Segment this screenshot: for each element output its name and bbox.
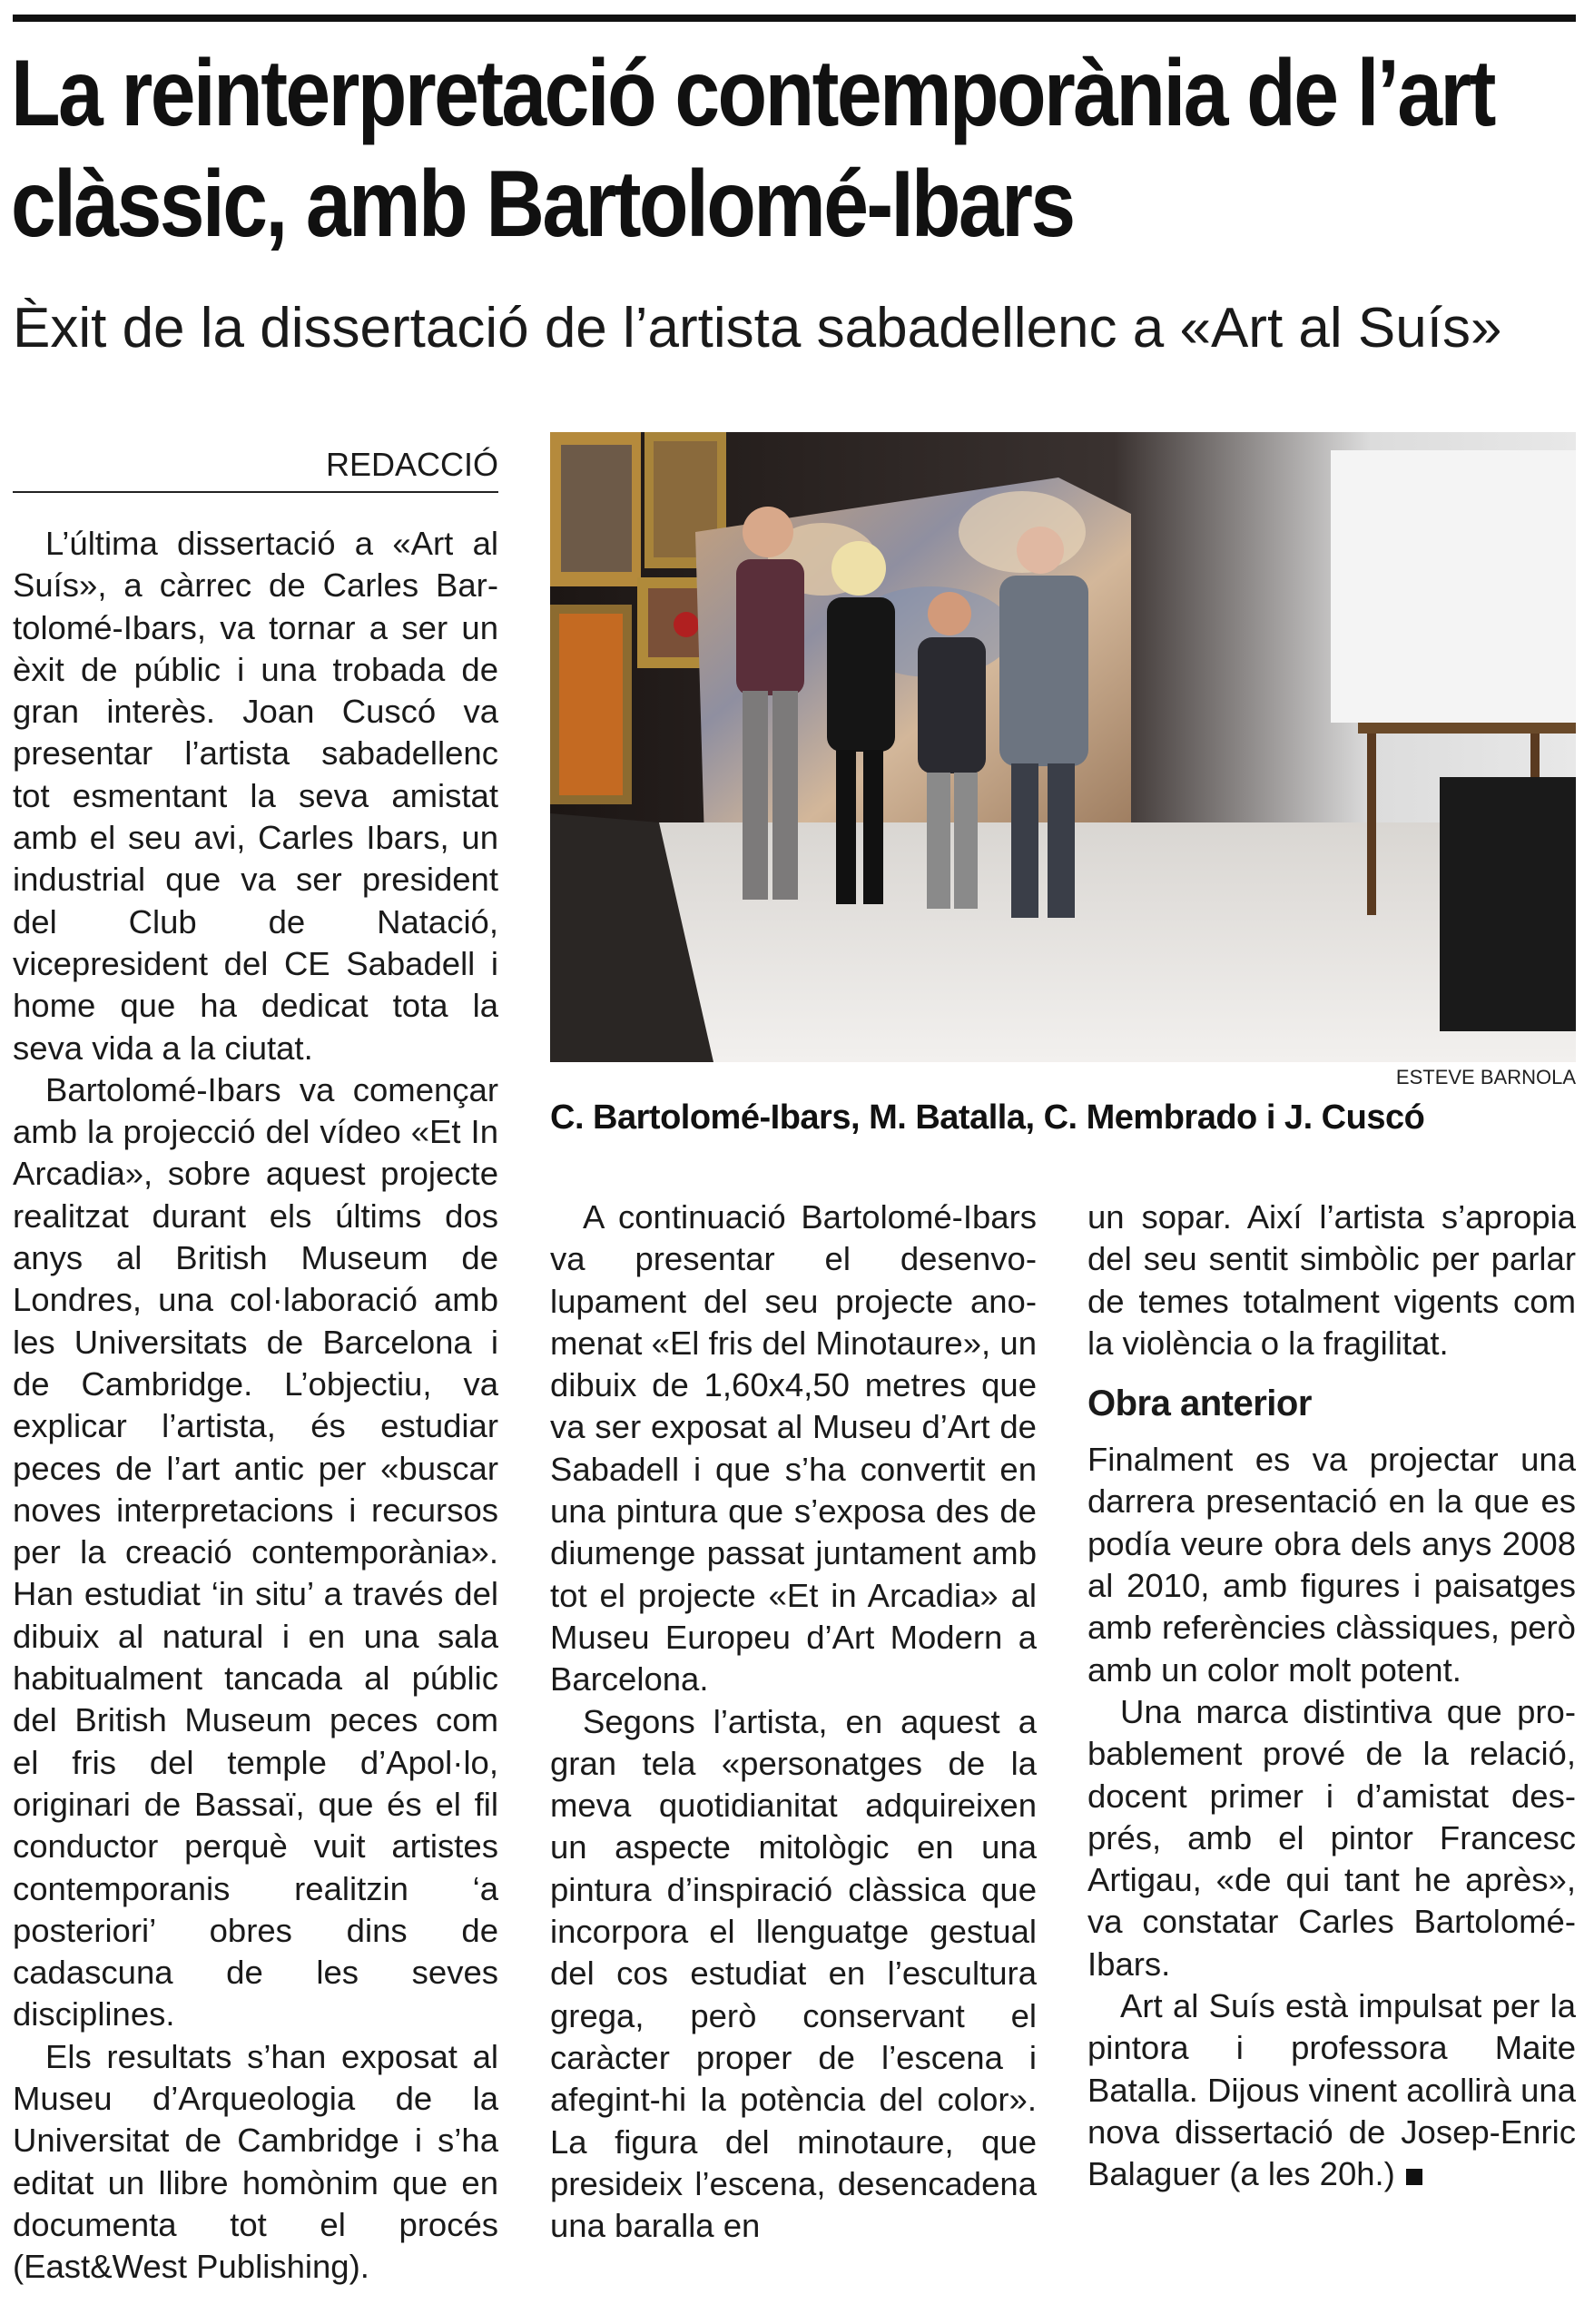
subheadline: Èxit de la dissertació de l’artista sabadellenc a «Art al Suís»: [13, 297, 1502, 359]
paragraph-text: Art al Suís està impulsat per la pintora i professora Maite Batalla. Dijous vinent acollirà una nova dissertació de Josep-Enric Balaguer (a les 20h.): [1087, 1987, 1576, 2193]
paragraph: Els resultats s’han exposat al Museu d’Arqueologia de la Universitat de Cambridge i s’ha editat un llibre homònim que en documenta tot el procés (East&West Publishing).: [13, 2037, 498, 2286]
column-1: [13, 523, 498, 2288]
photo-credit: ESTEVE BARNOLA: [1395, 1066, 1576, 1088]
paragraph: un sopar. Així l’artista s’apropia del seu sentit simbòlic per parlar de temes totalment vigents com la violència o la fragilitat.: [1087, 1198, 1576, 1362]
section-subtitle: Obra anterior: [1087, 1384, 1312, 1424]
paragraph: A continuació Bartolomé-Ibars va presentar el desenvolupament del seu projecte anomenat «El fris del Minotaure», un dibuix de 1,60x4,50 metres que va ser exposat al Museu d’Art de Sabadell i que s’ha convertit en una pintura que s’exposa des de diumenge passat juntament amb tot el projecte «Et in Arcadia» al Museu Europeu d’Art Modern a Barcelona.: [550, 1198, 1037, 1699]
column-2: [550, 1196, 1037, 2247]
photo-caption: C. Bartolomé-Ibars, M. Batalla, C. Membrado i J. Cuscó: [550, 1098, 1425, 1137]
paragraph: Bartolomé-Ibars va començar amb la projecció del vídeo «Et In Arcadia», sobre aquest projecte realitzat durant els últims dos anys al British Museum de Londres, una col·laboració amb les Universitats de Barcelona i de Cambridge. L’objectiu, va explicar l’artista, és estudiar peces de l’art antic per «buscar noves interpretacions i recursos per la creació contemporània». Han estudiat ‘in situ’ a través del dibuix al natural i en una sala habitualment tancada al públic del British Museum peces com el fris del temple d’Apol·lo, originari de Bassaï, que és el fil conductor perquè vuit artistes contemporanis realitzin ‘a posteriori’ obres dins de cadascuna de les seves disciplines.: [13, 1070, 498, 2034]
top-rule: [13, 15, 1576, 22]
paragraph: Una marca distintiva que probablement prové de la relació, docent primer i d’amistat després, amb el pintor Francesc Artigau, «de qui tant he après», va constatar Carles Bartolomé-Ibars.: [1087, 1692, 1576, 1983]
paragraph-last: [1087, 1985, 1576, 2195]
news-photo: [550, 432, 1576, 1062]
headline: La reinterpretació contemporània de l’art clàssic, amb Bartolomé-Ibars: [11, 41, 1494, 257]
byline: REDACCIÓ: [13, 438, 498, 493]
column-3: [1087, 1196, 1576, 2196]
paragraph: L’última dissertació a «Art al Suís», a càrrec de Carles Bartolomé-Ibars, va tornar a ser un èxit de públic i una trobada de gran interès. Joan Cuscó va presentar l’artista sabadellenc tot esmentant la seva amistat amb el seu avi, Carles Ibars, un industrial que va ser president del Club de Natació, vicepresident del CE Sabadell i home que ha dedicat tota la seva vida a la ciutat.: [13, 525, 498, 1067]
end-of-article-mark: [1406, 2169, 1422, 2185]
paragraph: Finalment es va projectar una darrera presentació en la que es podía veure obra dels anys 2008 al 2010, amb figures i paisatges amb referències clàssiques, però amb un color molt potent.: [1087, 1441, 1576, 1689]
paragraph: Segons l’artista, en aquest a gran tela «personatges de la meva quotidianitat adquireixen un aspecte mitològic en una pintura d’inspiració clàssica que incorpora el llenguatge gestual del cos estudiat en l’escultura grega, però conservant el caràcter proper de l’escena i afegint-hi la potència del color». La figura del minotaure, que presideix l’escena, desencadena una baralla en: [550, 1702, 1037, 2245]
